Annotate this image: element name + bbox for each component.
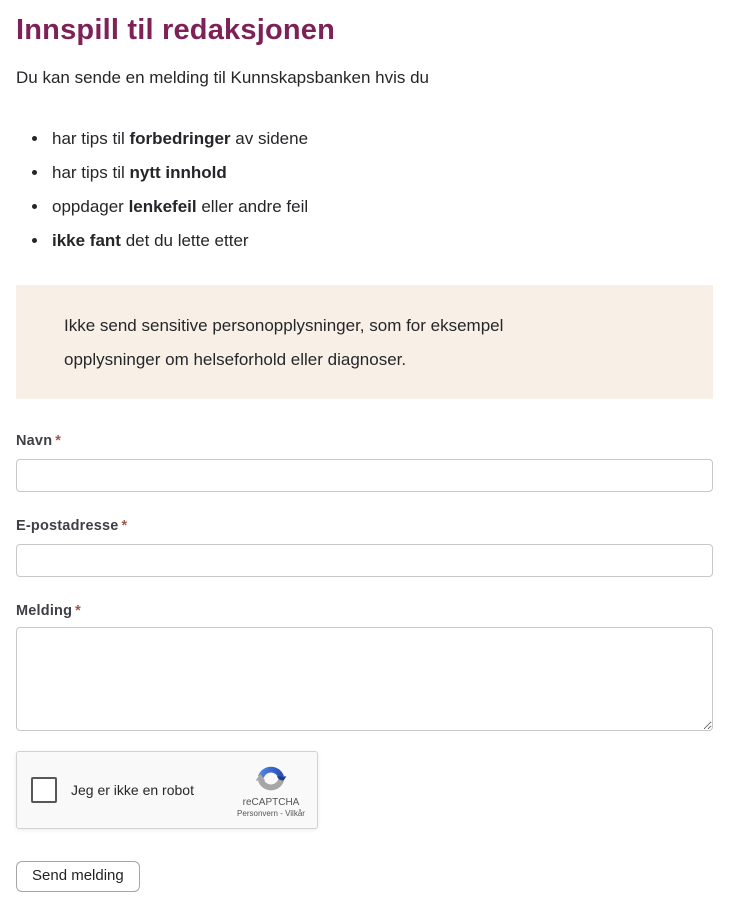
list-item-text: har tips til: [52, 129, 130, 148]
name-input[interactable]: [16, 459, 713, 492]
list-item-bold-text: ikke fant: [52, 231, 121, 250]
required-marker: *: [75, 603, 82, 619]
list-item-bold-text: nytt innhold: [129, 163, 227, 182]
list-item-text: oppdager: [52, 197, 129, 216]
recaptcha-logo-icon: [254, 761, 288, 795]
recaptcha-checkbox-label: Jeg er ikke en robot: [71, 782, 194, 798]
list-item: [49, 197, 713, 217]
message-field-group: [16, 603, 713, 731]
list-item-text: eller andre feil: [196, 197, 309, 216]
email-field-group: [16, 518, 713, 577]
privacy-notice-box: [16, 285, 713, 399]
list-item-text: av sidene: [230, 129, 309, 148]
recaptcha-privacy-terms-links[interactable]: Personvern - Vilkår: [237, 809, 305, 818]
page-title: Innspill til redaksjonen: [16, 14, 336, 46]
send-message-button[interactable]: Send melding: [16, 861, 140, 892]
list-item-text: det du lette etter: [120, 231, 249, 250]
email-label-text: E-postadresse: [16, 518, 119, 534]
list-item-text: har tips til: [52, 163, 130, 182]
reasons-list: [16, 129, 713, 251]
privacy-notice-text: Ikke send sensitive personopplysninger, som for eksempel opplysninger om helseforhold eller diagnoser.: [64, 316, 504, 369]
required-marker: *: [55, 433, 62, 449]
recaptcha-brand-name: reCAPTCHA: [242, 797, 300, 808]
recaptcha-checkbox[interactable]: [31, 777, 57, 803]
email-label: [16, 518, 713, 534]
required-marker: *: [121, 518, 128, 534]
message-textarea[interactable]: [16, 627, 713, 731]
recaptcha-brand-block: [231, 761, 317, 819]
list-item-bold-text: forbedringer: [129, 129, 231, 148]
intro-text: Du kan sende en melding til Kunnskapsbanken hvis du: [16, 68, 429, 87]
list-item: [49, 129, 713, 149]
list-item: [49, 163, 713, 183]
message-label: [16, 603, 713, 619]
list-item-bold-text: lenkefeil: [128, 197, 197, 216]
name-label: [16, 433, 713, 449]
name-label-text: Navn: [16, 433, 53, 449]
list-item: [49, 231, 713, 251]
feedback-form: [16, 433, 713, 892]
name-field-group: [16, 433, 713, 492]
email-input[interactable]: [16, 544, 713, 577]
message-label-text: Melding: [16, 603, 73, 619]
recaptcha-widget: [16, 751, 318, 829]
